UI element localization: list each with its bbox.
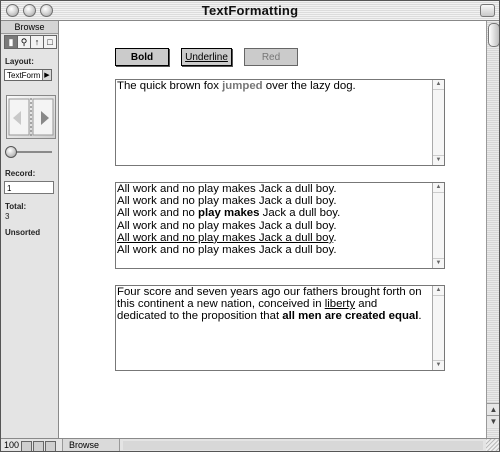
zoom-percentage[interactable]: 100 bbox=[4, 440, 20, 450]
title-bar[interactable] bbox=[1, 1, 499, 21]
field2-line bbox=[117, 232, 431, 244]
mode-tools bbox=[4, 35, 56, 49]
text-field-3-scrollbar[interactable] bbox=[432, 286, 444, 370]
field2-line: All work and no play makes Jack a dull boy. bbox=[117, 244, 337, 257]
text-field-1-content bbox=[117, 80, 431, 92]
field2-line bbox=[117, 207, 431, 219]
text-field-3-content bbox=[117, 286, 431, 323]
text-field-1-scrollbar[interactable] bbox=[432, 80, 444, 165]
field3-text: . bbox=[418, 310, 422, 323]
field3-bold-text: all men are created equal bbox=[282, 310, 419, 323]
status-toggle-icon[interactable] bbox=[45, 441, 56, 452]
field3-text: dedicated to the proposition that bbox=[117, 310, 283, 323]
mode-label: Browse bbox=[1, 21, 58, 34]
field2-line-text: . bbox=[333, 231, 337, 244]
window-vertical-scrollbar[interactable] bbox=[486, 21, 500, 438]
field3-line bbox=[117, 298, 431, 310]
field2-line: All work and no play makes Jack a dull boy. bbox=[117, 195, 337, 208]
horizontal-scrollbar[interactable] bbox=[123, 441, 483, 450]
field2-underlined-text: All work and no play makes Jack a dull boy bbox=[117, 231, 334, 244]
vertical-scroll-thumb[interactable] bbox=[488, 23, 500, 47]
scroll-down-arrow-icon[interactable]: ▼ bbox=[487, 415, 500, 427]
resize-grip-icon[interactable] bbox=[486, 439, 499, 452]
scroll-down-icon[interactable]: ▼ bbox=[433, 360, 444, 370]
field2-line-text: All work and no bbox=[117, 207, 199, 220]
field3-text: this continent a new nation, conceived in bbox=[117, 298, 325, 311]
total-value: 3 bbox=[5, 212, 10, 221]
text-field-2-content bbox=[117, 183, 431, 256]
record-slider-thumb[interactable] bbox=[5, 146, 17, 158]
scroll-up-icon[interactable]: ▲ bbox=[433, 286, 444, 296]
field3-underlined-word: liberty bbox=[324, 298, 356, 311]
field2-line: All work and no play makes Jack a dull boy. bbox=[117, 219, 337, 232]
preview-tool-icon[interactable]: □ bbox=[43, 35, 57, 49]
underline-button[interactable]: Underline bbox=[181, 48, 232, 66]
zoom-in-icon[interactable] bbox=[33, 441, 44, 452]
sort-status: Unsorted bbox=[5, 228, 41, 237]
field3-text: and bbox=[355, 298, 378, 311]
field1-text: The quick brown fox bbox=[117, 80, 223, 92]
bottom-status-bar bbox=[1, 438, 499, 452]
popup-arrow-icon: ▶ bbox=[42, 70, 51, 81]
field2-line-text: Jack a dull boy. bbox=[259, 207, 341, 220]
layout-value: TextForm bbox=[7, 71, 41, 80]
layout-label: Layout: bbox=[5, 57, 34, 66]
scroll-up-arrow-icon[interactable]: ▲ bbox=[487, 403, 500, 415]
zoom-out-icon[interactable] bbox=[21, 441, 32, 452]
field2-bold-text: play makes bbox=[198, 207, 260, 220]
scroll-up-icon[interactable]: ▲ bbox=[433, 183, 444, 193]
record-number-field[interactable]: 1 bbox=[4, 181, 54, 194]
status-area bbox=[1, 21, 59, 438]
field1-text-end: over the lazy dog. bbox=[262, 80, 356, 92]
record-label: Record: bbox=[5, 169, 36, 178]
field1-styled-word: jumped bbox=[222, 80, 263, 92]
red-button[interactable]: Red bbox=[244, 48, 298, 66]
field3-line bbox=[117, 310, 431, 322]
find-tool-icon[interactable]: ⚲ bbox=[17, 35, 31, 49]
window-title: TextFormatting bbox=[201, 3, 299, 18]
zoom-controls bbox=[21, 441, 57, 452]
text-field-3[interactable] bbox=[115, 285, 445, 371]
field3-line: Four score and seven years ago our fathers brought forth on bbox=[117, 286, 422, 298]
toolbar-toggle-button[interactable] bbox=[480, 4, 495, 17]
text-field-1[interactable] bbox=[115, 79, 445, 166]
total-label: Total: bbox=[5, 202, 27, 211]
bold-button[interactable]: Bold bbox=[115, 48, 169, 66]
mode-popup[interactable]: Browse bbox=[62, 439, 120, 452]
field2-line: All work and no play makes Jack a dull boy. bbox=[117, 183, 337, 195]
scroll-up-icon[interactable]: ▲ bbox=[433, 80, 444, 90]
scroll-down-icon[interactable]: ▼ bbox=[433, 258, 444, 268]
scroll-down-icon[interactable]: ▼ bbox=[433, 155, 444, 165]
layout-tool-icon[interactable]: ↑ bbox=[30, 35, 44, 49]
layout-popup[interactable] bbox=[4, 69, 52, 81]
record-book-icon[interactable] bbox=[6, 95, 56, 139]
text-field-2[interactable] bbox=[115, 182, 445, 269]
browse-tool-icon[interactable]: ▮ bbox=[4, 35, 18, 49]
text-field-2-scrollbar[interactable] bbox=[432, 183, 444, 268]
